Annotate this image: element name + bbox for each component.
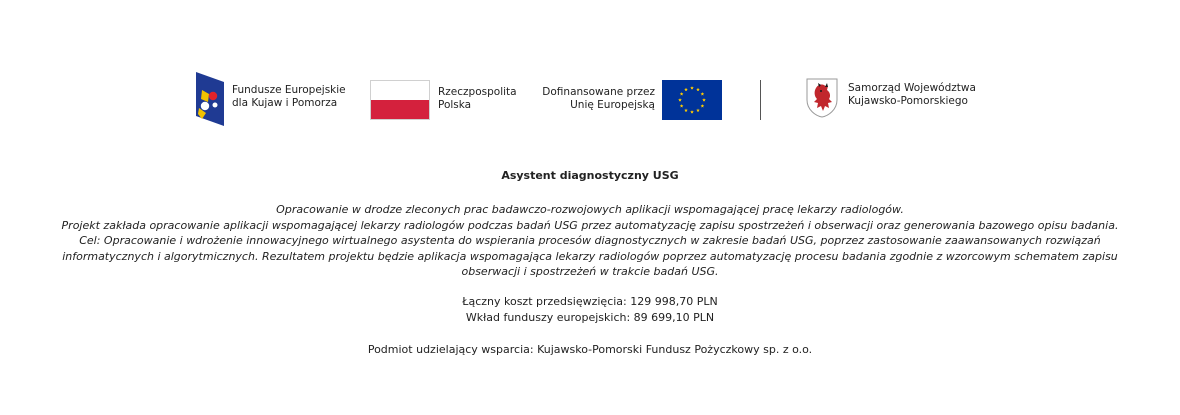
project-description [40, 202, 1140, 280]
rp-line-1: Rzeczpospolita [438, 86, 517, 98]
logo-strip [0, 70, 1180, 130]
description-line: informatycznych i algorytmicznych. Rezultatem projektu będzie aplikacja wspomagająca lekarzy radiologów poprzez automatyzację procesu badania zgodnie z wzorcowym schematem zapisu [62, 249, 1118, 263]
project-info [40, 168, 1140, 358]
description-line: Opracowanie w drodze zleconych prac badawczo-rozwojowych aplikacji wspomagającej pracę lekarzy radiologów. [276, 203, 904, 216]
kp-line-1: Samorząd Województwa [848, 82, 976, 94]
fe-flag-icon [196, 72, 224, 126]
eu-funds-contribution: Wkład funduszy europejskich: 89 699,10 PLN [465, 310, 715, 324]
fe-logo [196, 70, 356, 130]
total-cost: Łączny koszt przedsięwzięcia: 129 998,70 PLN [462, 294, 718, 308]
eu-logo [540, 70, 730, 130]
description-line: obserwacji i spostrzeżeń w trakcie badań USG. [461, 265, 719, 278]
project-costs [40, 294, 1140, 326]
rp-logo [370, 70, 530, 130]
description-line: Cel: Opracowanie i wdrożenie innowacyjnego wirtualnego asystenta do wspierania procesów diagnostycznych w zakresie badań USG, poprzez zastosowanie zaawansowanych rozwiązań [79, 234, 1101, 247]
eu-line-1: Dofinansowane przez [542, 86, 655, 98]
polish-flag-icon [370, 80, 430, 120]
kp-logo [806, 70, 1006, 130]
kp-line-2: Kujawsko-Pomorskiego [848, 95, 968, 107]
eu-line-2: Unię Europejską [570, 99, 655, 111]
eu-label [540, 86, 655, 112]
logo-divider [760, 80, 761, 120]
fe-line-1: Fundusze Europejskie [232, 84, 346, 96]
fe-line-2: dla Kujaw i Pomorza [232, 97, 338, 109]
fe-label [232, 84, 346, 110]
eu-flag-icon [662, 80, 722, 120]
rp-label [438, 86, 517, 112]
griffin-shield-icon [806, 78, 838, 118]
rp-line-2: Polska [438, 99, 472, 111]
support-entity: Podmiot udzielający wsparcia: Kujawsko-Pomorski Fundusz Pożyczkowy sp. z o.o. [367, 342, 813, 356]
description-line: Projekt zakłada opracowanie aplikacji wspomagającej lekarzy radiologów podczas badań USG przez automatyzację zapisu spostrzeżeń i obserwacji oraz generowania bazowego opisu badania. [61, 218, 1119, 232]
project-title: Asystent diagnostyczny USG [501, 169, 679, 182]
kp-label [848, 82, 976, 108]
